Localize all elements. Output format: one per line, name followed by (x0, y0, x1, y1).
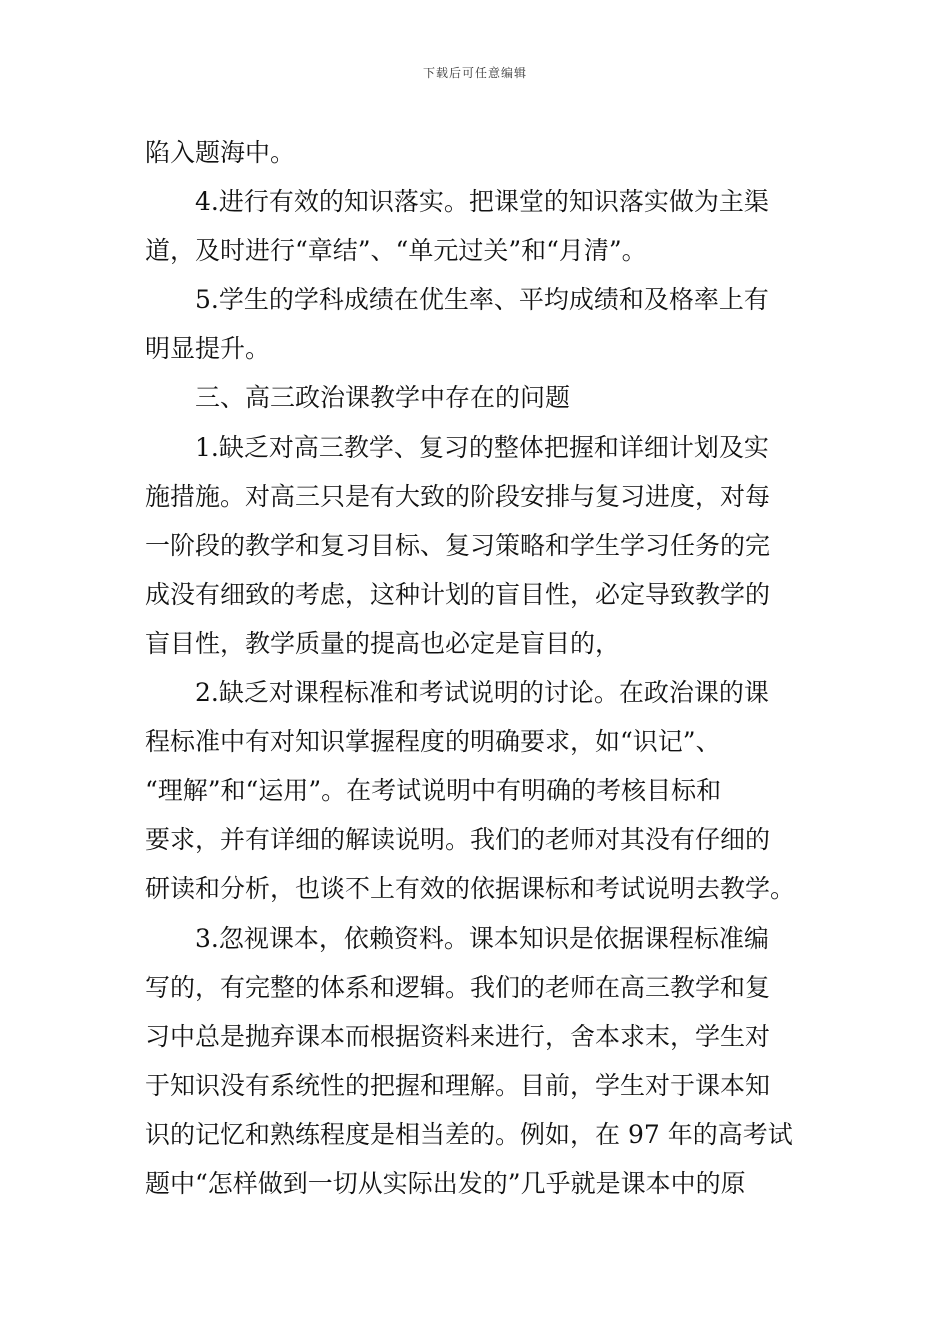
text-line: 2.缺乏对课程标准和考试说明的讨论。在政治课的课 (195, 678, 769, 708)
text-line: 陷入题海中。 (145, 138, 296, 167)
text-line: 要求，并有详细的解读说明。我们的老师对其没有仔细的 (145, 825, 771, 855)
text-line: 4.进行有效的知识落实。把课堂的知识落实做为主渠 (195, 187, 769, 217)
text-line: “理解”和“运用”。在考试说明中有明确的考核目标和 (145, 776, 722, 806)
text-line: 成没有细致的考虑，这种计划的盲目性，必定导致教学的 (145, 579, 771, 609)
text-line: 5.学生的学科成绩在优生率、平均成绩和及格率上有 (195, 285, 769, 315)
text-line: 写的，有完整的体系和逻辑。我们的老师在高三教学和复 (145, 972, 771, 1002)
text-line: 施措施。对高三只是有大致的阶段安排与复习进度，对每 (145, 481, 771, 511)
text-line: 习中总是抛弃课本而根据资料来进行，舍本求末，学生对 (145, 1021, 771, 1051)
text-line: 于知识没有系统性的把握和理解。目前，学生对于课本知 (145, 1070, 771, 1100)
text-line: 程标准中有对知识掌握程度的明确要求，如“识记”、 (145, 727, 721, 757)
text-line: 识的记忆和熟练程度是相当差的。例如，在 97 年的高考试 (145, 1119, 793, 1149)
text-line: 研读和分析，也谈不上有效的依据课标和考试说明去教学。 (145, 874, 796, 904)
text-line: 3.忽视课本，依赖资料。课本知识是依据课程标准编 (195, 923, 769, 953)
text-line: 明显提升。 (145, 334, 271, 364)
text-line: 盲目性，教学质量的提高也必定是盲目的， (145, 628, 621, 658)
text-line: 1.缺乏对高三教学、复习的整体把握和详细计划及实 (195, 432, 769, 462)
text-line: 道，及时进行“章结”、“单元过关”和“月清”。 (145, 236, 647, 266)
section-heading: 三、高三政治课教学中存在的问题 (195, 383, 571, 413)
text-line: 一阶段的教学和复习目标、复习策略和学生学习任务的完 (145, 530, 771, 560)
text-line: 题中“怎样做到一切从实际出发的”几乎就是课本中的原 (145, 1168, 746, 1198)
document-body (145, 128, 815, 1208)
page-header: 下载后可任意编辑 (422, 66, 527, 80)
